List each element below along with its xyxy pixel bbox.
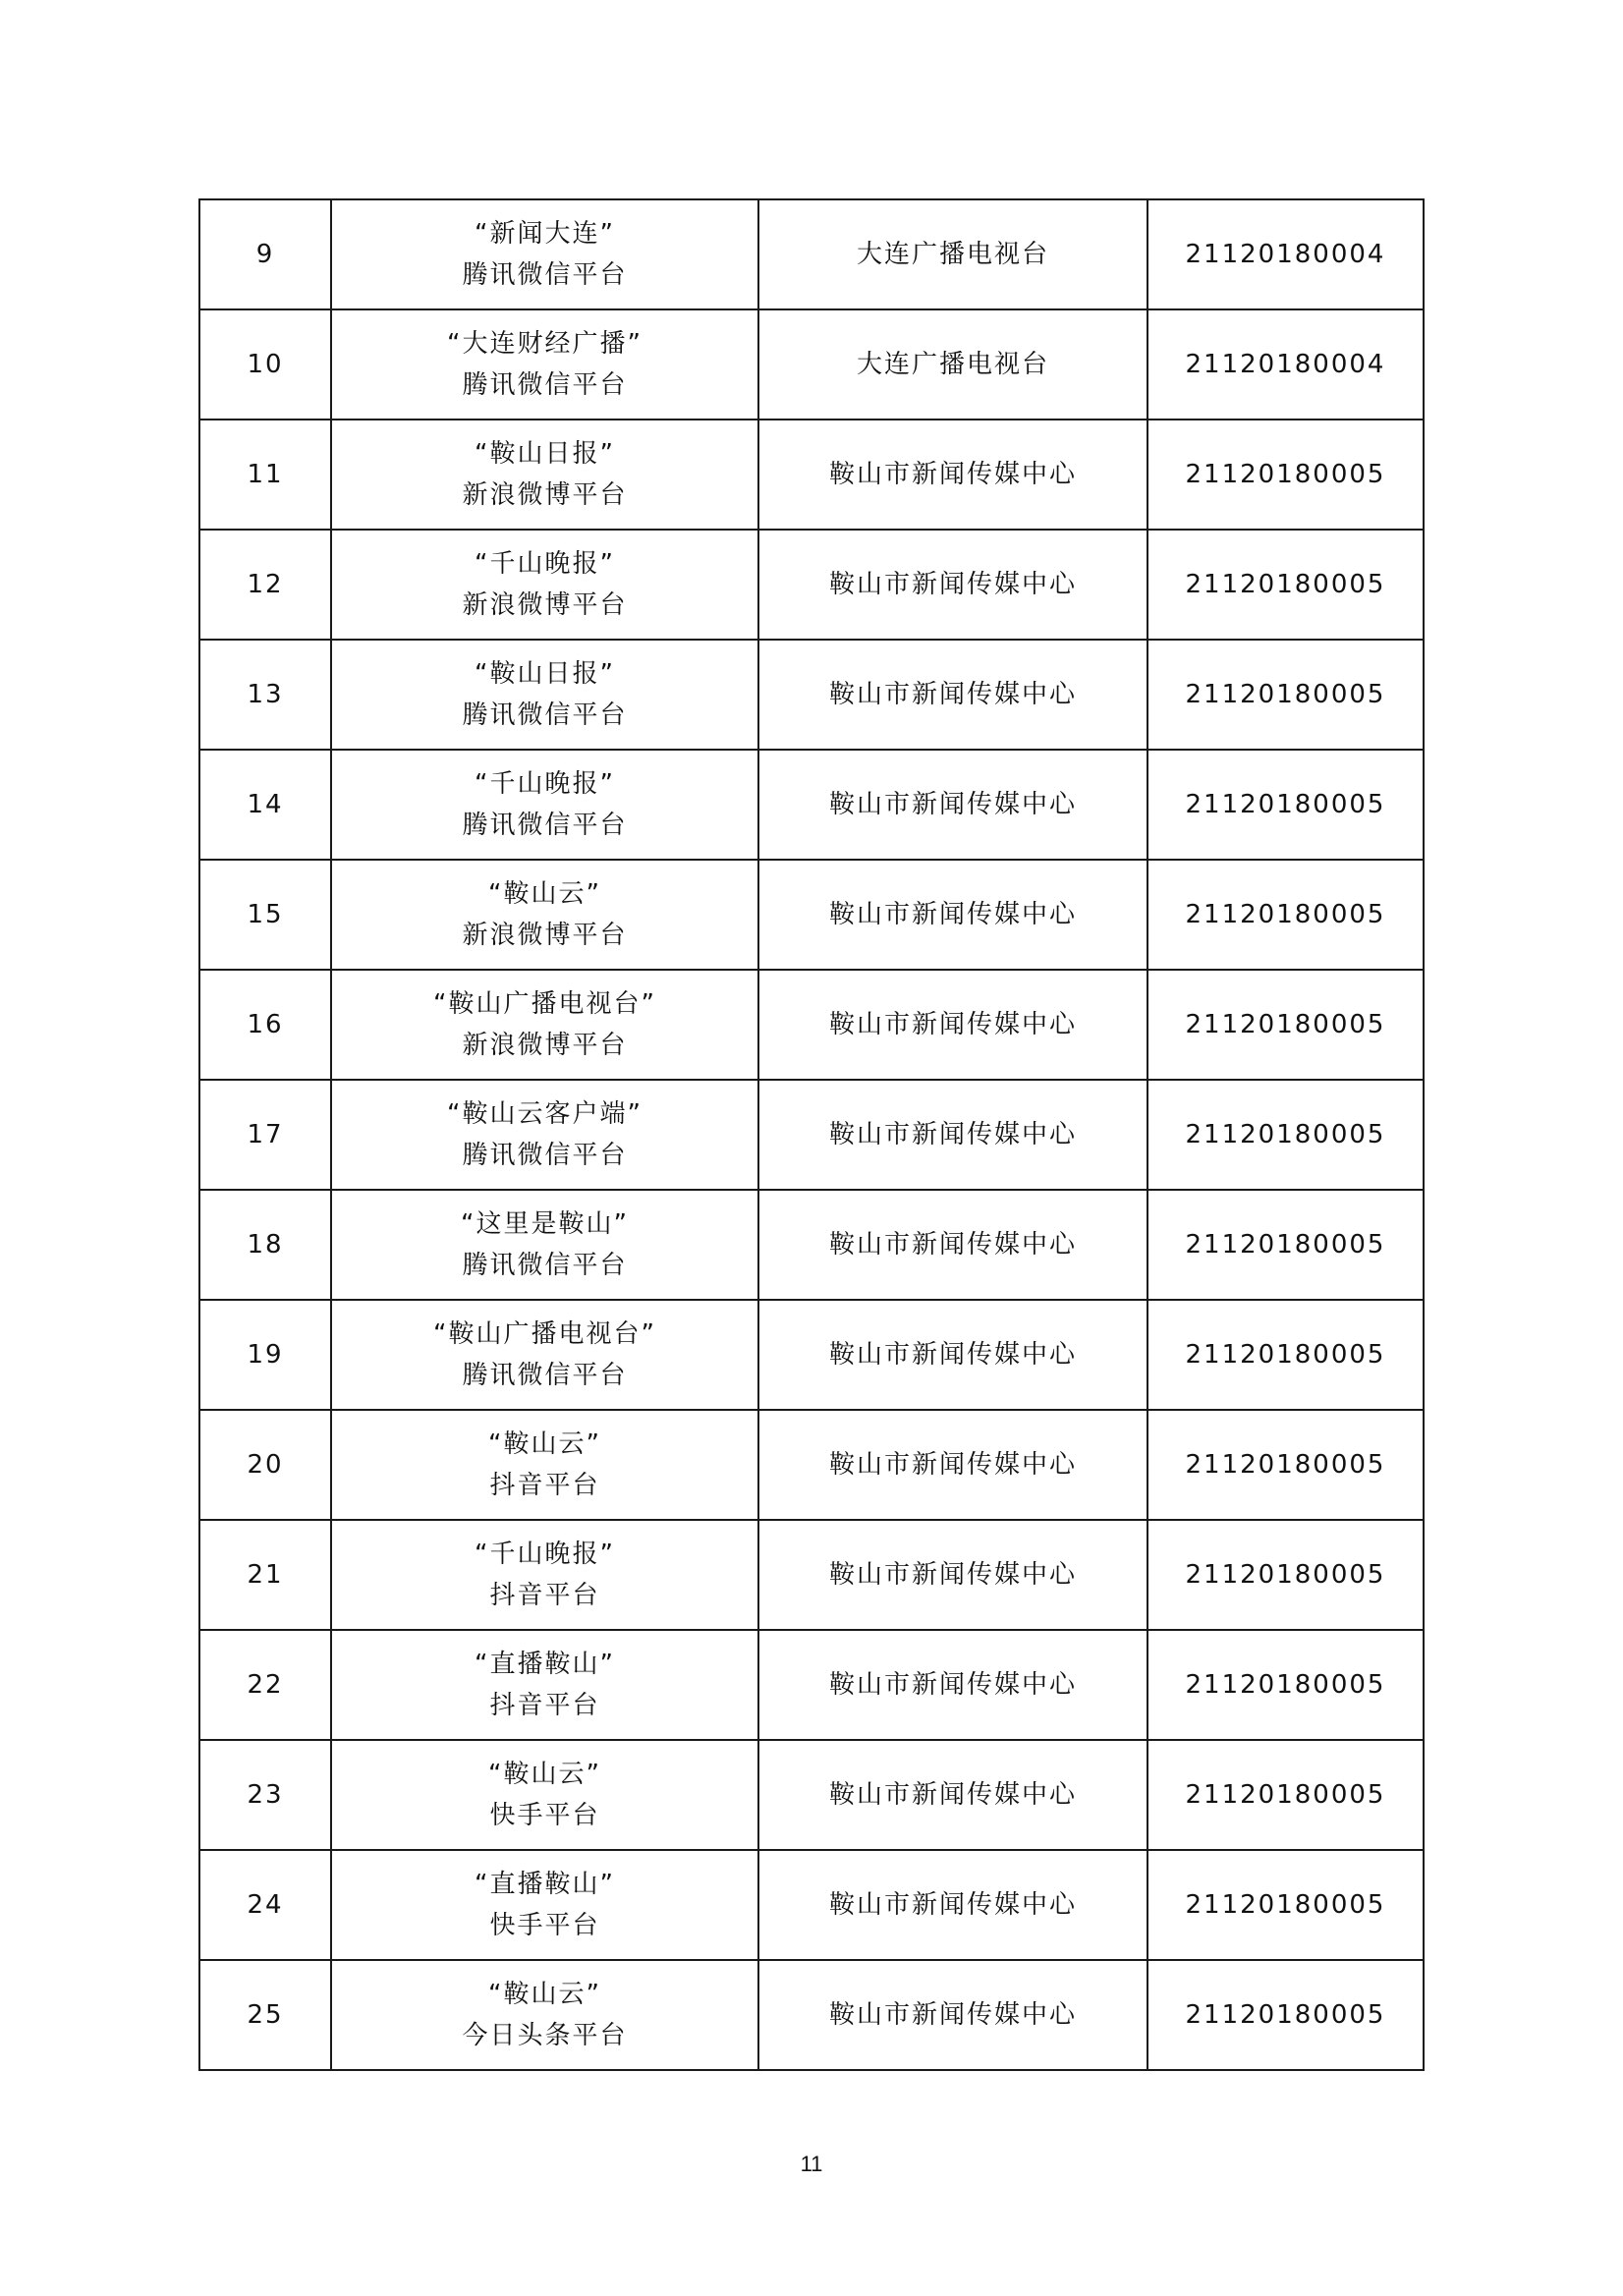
account-name-cell: [331, 1080, 758, 1190]
account-name-cell: [331, 860, 758, 970]
row-number: 16: [199, 970, 331, 1080]
license-number: 21120180005: [1147, 750, 1424, 860]
row-number: 25: [199, 1960, 331, 2070]
organization-name: 鞍山市新闻传媒中心: [758, 1740, 1147, 1850]
row-number: 11: [199, 420, 331, 530]
license-number: 21120180005: [1147, 1740, 1424, 1850]
table-row: [199, 1080, 1424, 1190]
account-name: “鞍山广播电视台”: [433, 989, 656, 1019]
table-row: [199, 1850, 1424, 1960]
table-row: [199, 860, 1424, 970]
account-name-cell: [331, 530, 758, 640]
license-number: 21120180005: [1147, 1630, 1424, 1740]
row-number: 18: [199, 1190, 331, 1300]
table-row: [199, 530, 1424, 640]
row-number: 21: [199, 1520, 331, 1630]
account-name-cell: [331, 309, 758, 420]
account-name: “千山晚报”: [475, 549, 615, 579]
platform-name: 快手平台: [489, 1801, 600, 1830]
row-number: 20: [199, 1410, 331, 1520]
license-number: 21120180005: [1147, 1410, 1424, 1520]
organization-name: 鞍山市新闻传媒中心: [758, 1850, 1147, 1960]
platform-name: 腾讯微信平台: [462, 700, 628, 730]
row-number: 14: [199, 750, 331, 860]
account-name-cell: [331, 1850, 758, 1960]
account-name: “千山晚报”: [475, 1540, 615, 1569]
license-number: 21120180004: [1147, 199, 1424, 309]
account-name-cell: [331, 1960, 758, 2070]
account-name-cell: [331, 970, 758, 1080]
organization-name: 鞍山市新闻传媒中心: [758, 530, 1147, 640]
platform-name: 新浪微博平台: [462, 480, 628, 510]
license-number: 21120180005: [1147, 640, 1424, 750]
account-name: “新闻大连”: [475, 219, 615, 249]
platform-name: 抖音平台: [489, 1691, 600, 1720]
account-name-cell: [331, 1190, 758, 1300]
license-number: 21120180005: [1147, 1190, 1424, 1300]
account-name: “千山晚报”: [475, 769, 615, 799]
row-number: 13: [199, 640, 331, 750]
organization-name: 鞍山市新闻传媒中心: [758, 1080, 1147, 1190]
table-row: [199, 1520, 1424, 1630]
row-number: 19: [199, 1300, 331, 1410]
account-name: “鞍山广播电视台”: [433, 1319, 656, 1349]
organization-name: 鞍山市新闻传媒中心: [758, 420, 1147, 530]
platform-name: 新浪微博平台: [462, 921, 628, 950]
account-name-cell: [331, 1630, 758, 1740]
license-number: 21120180004: [1147, 309, 1424, 420]
table-row: [199, 1630, 1424, 1740]
organization-name: 鞍山市新闻传媒中心: [758, 1630, 1147, 1740]
table-row: [199, 640, 1424, 750]
license-number: 21120180005: [1147, 1080, 1424, 1190]
row-number: 12: [199, 530, 331, 640]
table-row: [199, 420, 1424, 530]
license-number: 21120180005: [1147, 1960, 1424, 2070]
row-number: 23: [199, 1740, 331, 1850]
platform-name: 腾讯微信平台: [462, 811, 628, 840]
organization-name: 鞍山市新闻传媒中心: [758, 1520, 1147, 1630]
account-name-cell: [331, 1300, 758, 1410]
account-name: “大连财经广播”: [447, 329, 643, 359]
account-name: “鞍山日报”: [475, 439, 615, 469]
row-number: 17: [199, 1080, 331, 1190]
organization-name: 鞍山市新闻传媒中心: [758, 970, 1147, 1080]
account-name: “鞍山云”: [488, 1980, 601, 2009]
account-name-cell: [331, 640, 758, 750]
license-number: 21120180005: [1147, 860, 1424, 970]
platform-name: 抖音平台: [489, 1581, 600, 1610]
account-name: “鞍山日报”: [475, 659, 615, 689]
organization-name: 鞍山市新闻传媒中心: [758, 1300, 1147, 1410]
organization-name: 鞍山市新闻传媒中心: [758, 1190, 1147, 1300]
account-name-cell: [331, 1410, 758, 1520]
row-number: 24: [199, 1850, 331, 1960]
table-row: [199, 750, 1424, 860]
platform-name: 新浪微博平台: [462, 1031, 628, 1060]
platform-name: 抖音平台: [489, 1471, 600, 1500]
platform-name: 腾讯微信平台: [462, 260, 628, 290]
license-number: 21120180005: [1147, 1520, 1424, 1630]
table-row: [199, 309, 1424, 420]
platform-name: 腾讯微信平台: [462, 1251, 628, 1280]
row-number: 15: [199, 860, 331, 970]
account-name: “直播鞍山”: [475, 1650, 615, 1679]
platform-name: 腾讯微信平台: [462, 370, 628, 400]
license-number: 21120180005: [1147, 420, 1424, 530]
account-name: “鞍山云”: [488, 1429, 601, 1459]
license-number: 21120180005: [1147, 970, 1424, 1080]
organization-name: 鞍山市新闻传媒中心: [758, 860, 1147, 970]
table-row: [199, 970, 1424, 1080]
table-row: [199, 1740, 1424, 1850]
account-name-cell: [331, 199, 758, 309]
account-name-cell: [331, 750, 758, 860]
organization-name: 鞍山市新闻传媒中心: [758, 750, 1147, 860]
table-row: [199, 1410, 1424, 1520]
platform-name: 今日头条平台: [462, 2021, 628, 2050]
platform-name: 腾讯微信平台: [462, 1361, 628, 1390]
account-name: “直播鞍山”: [475, 1870, 615, 1899]
media-list-table: [198, 198, 1425, 2071]
row-number: 10: [199, 309, 331, 420]
row-number: 22: [199, 1630, 331, 1740]
organization-name: 鞍山市新闻传媒中心: [758, 1410, 1147, 1520]
account-name: “这里是鞍山”: [461, 1209, 629, 1239]
table-row: [199, 199, 1424, 309]
platform-name: 腾讯微信平台: [462, 1141, 628, 1170]
license-number: 21120180005: [1147, 1850, 1424, 1960]
platform-name: 快手平台: [489, 1911, 600, 1940]
account-name: “鞍山云”: [488, 879, 601, 909]
table-row: [199, 1190, 1424, 1300]
account-name: “鞍山云”: [488, 1760, 601, 1789]
account-name-cell: [331, 420, 758, 530]
license-number: 21120180005: [1147, 530, 1424, 640]
account-name: “鞍山云客户端”: [447, 1099, 643, 1129]
account-name-cell: [331, 1520, 758, 1630]
table-row: [199, 1300, 1424, 1410]
organization-name: 大连广播电视台: [758, 309, 1147, 420]
organization-name: 鞍山市新闻传媒中心: [758, 640, 1147, 750]
table-row: [199, 1960, 1424, 2070]
platform-name: 新浪微博平台: [462, 590, 628, 620]
organization-name: 鞍山市新闻传媒中心: [758, 1960, 1147, 2070]
row-number: 9: [199, 199, 331, 309]
account-name-cell: [331, 1740, 758, 1850]
page-number: 11: [800, 2152, 823, 2176]
license-number: 21120180005: [1147, 1300, 1424, 1410]
organization-name: 大连广播电视台: [758, 199, 1147, 309]
